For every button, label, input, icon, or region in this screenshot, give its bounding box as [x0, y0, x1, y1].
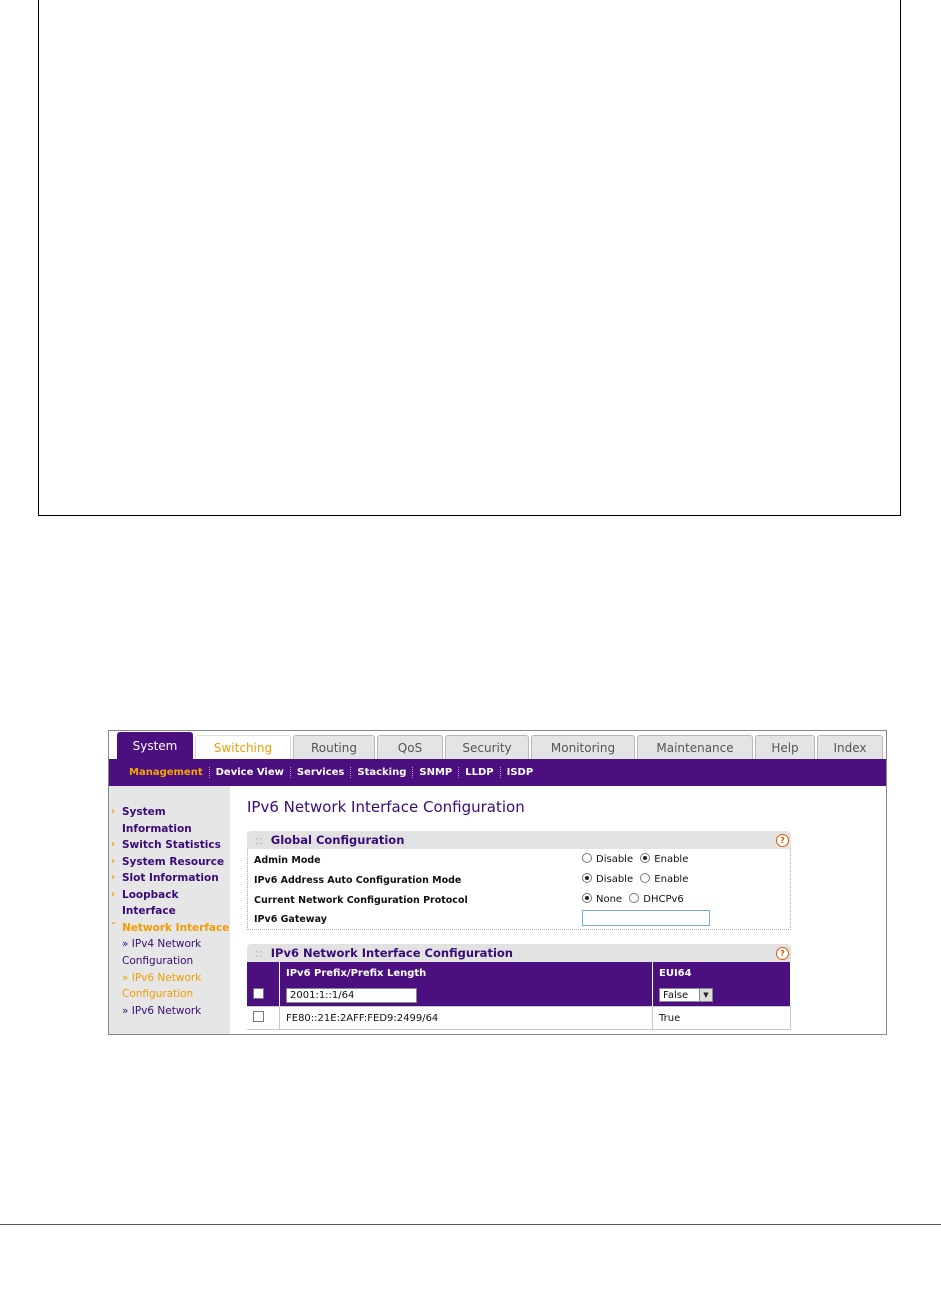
- sidebar-item-system-resource[interactable]: [109, 854, 230, 871]
- sidebar-item-label: Slot Information: [122, 872, 219, 884]
- auto-config-label: IPv6 Address Auto Configuration Mode: [254, 875, 462, 886]
- sidebar-item-loopback-interface[interactable]: [109, 887, 230, 920]
- global-configuration-panel: [247, 831, 791, 930]
- chevron-right-icon: ›: [111, 855, 116, 867]
- page-title: IPv6 Network Interface Configuration: [247, 798, 525, 816]
- prefix-cell: FE80::21E:2AFF:FED9:2499/64: [280, 1007, 653, 1030]
- column-header-eui64: EUI64: [653, 962, 791, 984]
- chevron-right-icon: ›: [111, 839, 116, 850]
- section-header: [247, 831, 791, 849]
- row-checkbox[interactable]: [253, 988, 264, 999]
- chevron-right-icon: ›: [111, 806, 116, 817]
- subnav-stacking[interactable]: Stacking: [351, 767, 413, 778]
- blank-figure-frame: [38, 0, 901, 516]
- admin-mode-enable-radio[interactable]: [640, 853, 650, 863]
- tab-maintenance[interactable]: Maintenance: [637, 735, 753, 759]
- grip-icon: ::: [255, 946, 263, 960]
- admin-mode-row: [254, 851, 790, 871]
- column-header-select: [247, 962, 280, 984]
- sidebar-item-system-information[interactable]: [109, 804, 230, 837]
- subnav-lldp[interactable]: LLDP: [459, 767, 500, 778]
- eui64-cell: [653, 984, 791, 1007]
- screenshot-frame: [108, 730, 887, 1035]
- eui64-select-value: False: [663, 990, 689, 1001]
- protocol-row: [254, 891, 790, 911]
- section-header: [247, 944, 791, 962]
- radio-label: Enable: [654, 854, 689, 865]
- subnav-services[interactable]: Services: [291, 767, 352, 778]
- radio-label: Disable: [596, 874, 634, 885]
- grip-icon: ::: [255, 833, 263, 847]
- sidebar: [109, 786, 230, 1035]
- page-divider: [0, 1224, 941, 1225]
- radio-label: DHCPv6: [643, 894, 684, 905]
- help-icon[interactable]: ?: [776, 947, 789, 960]
- sidebar-item-switch-statistics[interactable]: [109, 837, 230, 854]
- main-tab-bar: [109, 731, 886, 759]
- tab-help[interactable]: Help: [755, 735, 815, 759]
- row-select-cell: [247, 1007, 280, 1030]
- sidebar-item-slot-information[interactable]: [109, 870, 230, 887]
- protocol-radios: [582, 893, 688, 905]
- row-checkbox[interactable]: [253, 1011, 264, 1022]
- tab-switching[interactable]: Switching: [195, 735, 291, 759]
- tab-index[interactable]: Index: [817, 735, 883, 759]
- chevron-down-icon: ▼: [699, 989, 712, 1001]
- auto-config-row: [254, 871, 790, 891]
- ipv6-interface-panel: [247, 944, 791, 1030]
- radio-label: Enable: [654, 874, 689, 885]
- sidebar-item-label: System Information: [122, 806, 192, 835]
- radio-label: Disable: [596, 854, 634, 865]
- tab-security[interactable]: Security: [445, 735, 529, 759]
- row-select-cell: [247, 984, 280, 1007]
- chevron-down-icon: ˇ: [111, 921, 116, 933]
- protocol-none-radio[interactable]: [582, 893, 592, 903]
- tab-monitoring[interactable]: Monitoring: [531, 735, 635, 759]
- prefix-cell: [280, 984, 653, 1007]
- ipv6-gateway-input[interactable]: [582, 910, 710, 926]
- chevron-right-icon: ›: [111, 872, 116, 883]
- tab-routing[interactable]: Routing: [293, 735, 375, 759]
- sidebar-subitem-ipv4-network-configuration[interactable]: [109, 936, 230, 970]
- sidebar-subitem-ipv6-network-configuration[interactable]: [109, 970, 230, 1004]
- subnav-management[interactable]: Management: [123, 767, 210, 778]
- table-header-row: [247, 962, 791, 984]
- sidebar-subitem-label: » IPv4 Network Configuration: [122, 938, 202, 967]
- gateway-row: [254, 910, 790, 930]
- auto-config-enable-radio[interactable]: [640, 873, 650, 883]
- main-content: [247, 786, 887, 1024]
- admin-mode-radios: [582, 853, 692, 865]
- sub-navigation: [109, 759, 886, 786]
- table-row: [247, 984, 791, 1007]
- eui64-cell: True: [653, 1007, 791, 1030]
- sidebar-subitem-ipv6-network[interactable]: [109, 1003, 230, 1020]
- chevron-right-icon: ›: [111, 888, 116, 900]
- sidebar-subitem-label: » IPv6 Network: [122, 1005, 202, 1018]
- eui64-select[interactable]: [659, 988, 713, 1002]
- section-title: Global Configuration: [270, 833, 405, 847]
- column-header-prefix: IPv6 Prefix/Prefix Length: [280, 962, 653, 984]
- sidebar-item-label: Loopback Interface: [122, 888, 179, 917]
- sidebar-item-label: System Resource: [122, 855, 225, 868]
- ipv6-prefix-table: [247, 962, 791, 1030]
- subnav-device-view[interactable]: Device View: [210, 767, 291, 778]
- table-row: [247, 1007, 791, 1030]
- auto-config-disable-radio[interactable]: [582, 873, 592, 883]
- admin-mode-disable-radio[interactable]: [582, 853, 592, 863]
- prefix-input[interactable]: 2001:1::1/64: [286, 988, 417, 1003]
- radio-label: None: [596, 894, 623, 905]
- tab-system[interactable]: System: [117, 732, 193, 759]
- sidebar-item-label: Network Interface: [122, 921, 230, 934]
- protocol-label: Current Network Configuration Protocol: [254, 895, 468, 906]
- subnav-isdp[interactable]: ISDP: [506, 767, 534, 778]
- auto-config-radios: [582, 873, 692, 885]
- sidebar-subitem-label: » IPv6 Network Configuration: [122, 971, 202, 1001]
- tab-qos[interactable]: QoS: [377, 735, 443, 759]
- subnav-snmp[interactable]: SNMP: [413, 767, 459, 778]
- sidebar-item-network-interface[interactable]: [109, 920, 230, 937]
- section-title: IPv6 Network Interface Configuration: [270, 946, 513, 960]
- protocol-dhcpv6-radio[interactable]: [629, 893, 639, 903]
- help-icon[interactable]: ?: [776, 834, 789, 847]
- admin-mode-label: Admin Mode: [254, 855, 321, 866]
- gateway-label: IPv6 Gateway: [254, 914, 327, 925]
- sidebar-item-label: Switch Statistics: [122, 839, 221, 851]
- global-configuration-body: [247, 849, 791, 930]
